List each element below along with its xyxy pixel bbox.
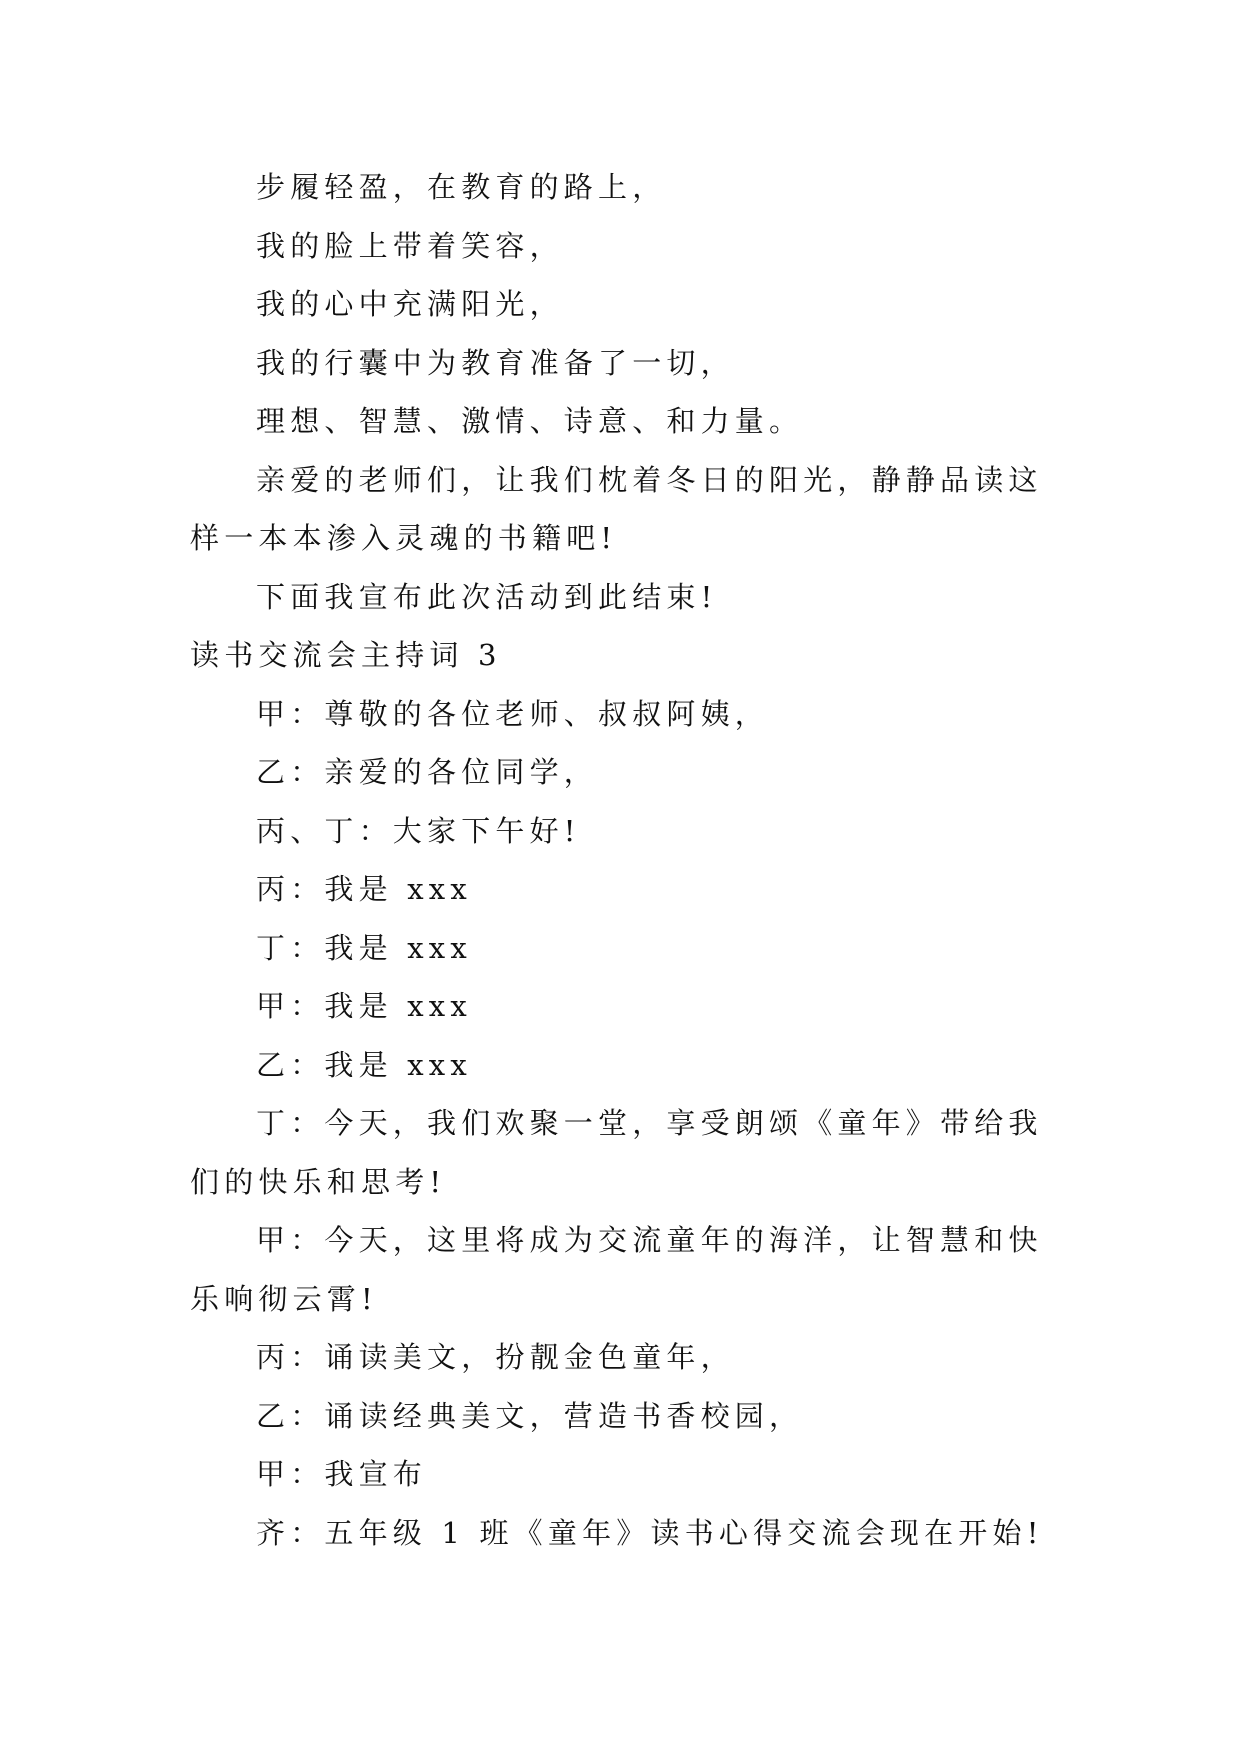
document-body — [190, 158, 1050, 1562]
paragraph: 我的行囊中为教育准备了一切， — [256, 345, 735, 380]
dialogue-line: 甲：我宣布 — [256, 1457, 428, 1491]
paragraph: 理想、智慧、激情、诗意、和力量。 — [256, 404, 804, 438]
dialogue-line: 丁：今天，我们欢聚一堂，享受朗颂《童年》带给我们的快乐和思考! — [190, 1106, 1043, 1199]
paragraph: 我的脸上带着笑容， — [256, 228, 564, 263]
dialogue-line: 甲：今天，这里将成为交流童年的海洋，让智慧和快乐响彻云霄! — [190, 1223, 1043, 1316]
dialogue-line: 丙、丁：大家下午好! — [256, 813, 581, 848]
dialogue-line: 乙：我是 xxx — [256, 1047, 472, 1082]
paragraph: 亲爱的老师们，让我们枕着冬日的阳光，静静品读这样一本本渗入灵魂的书籍吧! — [190, 462, 1043, 555]
dialogue-line: 乙：诵读经典美文，营造书香校园， — [256, 1398, 804, 1433]
paragraph: 我的心中充满阳光， — [256, 287, 564, 321]
dialogue-line: 乙：亲爱的各位同学， — [256, 755, 599, 789]
dialogue-line: 丙：我是 xxx — [256, 872, 472, 906]
dialogue-line: 甲：我是 xxx — [256, 989, 472, 1023]
section-heading: 读书交流会主持词 3 — [190, 638, 502, 672]
dialogue-line: 甲：尊敬的各位老师、叔叔阿姨， — [256, 696, 770, 731]
paragraph: 步履轻盈，在教育的路上， — [256, 170, 667, 204]
dialogue-line: 丁：我是 xxx — [256, 930, 472, 965]
dialogue-line: 齐：五年级 1 班《童年》读书心得交流会现在开始! — [256, 1515, 1044, 1550]
dialogue-line: 丙：诵读美文，扮靓金色童年， — [256, 1340, 735, 1374]
paragraph: 下面我宣布此次活动到此结束! — [256, 579, 718, 614]
